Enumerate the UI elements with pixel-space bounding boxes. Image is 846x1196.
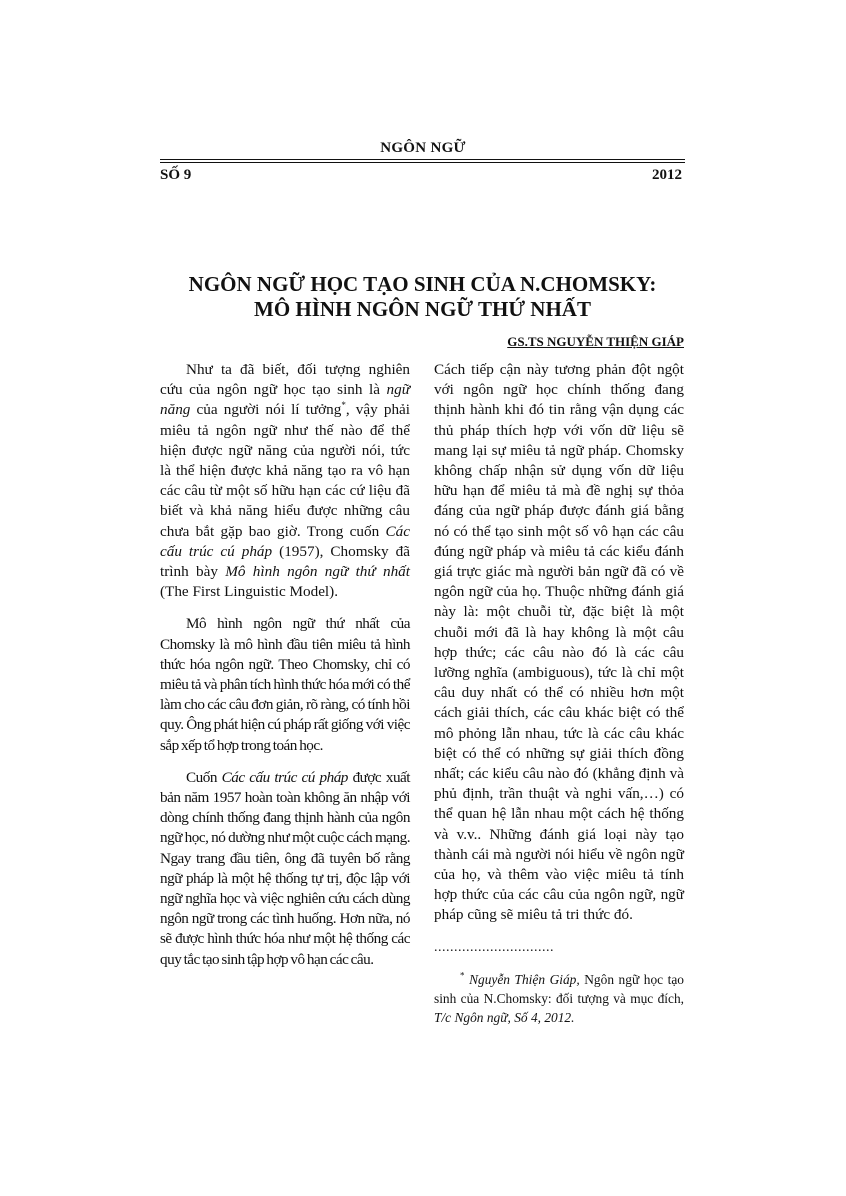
paragraph-4: Cách tiếp cận này tương phản đột ngột với ngôn ngữ học chính thống đang thịnh hành khi đó tin rằng vận dụng các thủ pháp thích hợp với vốn dữ liệu sẽ mang lại sự miêu tả ngữ pháp. Chomsky không chấp nhận sử dụng vốn dữ liệu hữu hạn để miêu tả mà đề nghị sự thỏa đáng của ngữ pháp được đánh giá bằng nó có thể tạo sinh một số vô hạn các câu đúng ngữ pháp và miêu tả các kiểu đánh giá trực giác mà người bản ngữ đã có về ngôn ngữ của họ. Thuộc những đánh giá này là: một chuỗi từ, đặc biệt là một chuỗi mới đã là hay không là một câu hợp thức; các câu nào đó là các câu lưỡng nghĩa (ambiguous), tức là chỉ một câu duy nhất có thể có nhiều hơn một cách giải thích, các câu khác biệt có thể mô phỏng lẫn nhau, tức là các câu khác biệt có thể có những sự giải thích đồng nhất; các kiểu câu nào đó (khẳng định và phủ định, trần thuật và nghi vấn,…) có thể quan hệ lẫn nhau một cách hệ thống và v.v.. Những đánh giá loại này tạo thành cái mà người nói hiểu về ngôn ngữ của họ, và thêm vào việc miêu tả tính hợp thức của các câu của ngôn ngữ, ngữ pháp cũng sẽ miêu tả tri thức đó. [434, 361, 684, 924]
book-title-italic: Các cấu trúc cú pháp [160, 522, 410, 560]
article-title-line2: MÔ HÌNH NGÔN NGỮ THỨ NHẤT [254, 297, 591, 321]
paragraph-1-text-e: , vậy phải miêu tả ngôn ngữ như thế nào để thể hiện được ngữ năng của người nói, tức là thể hiện được khả năng tạo ra vô hạn các câu từ một số hữu hạn các cứ liệu đã biết và khả năng hiểu được những câu chưa bắt gặp bao giờ. Trong cuốn [160, 401, 410, 540]
right-column [434, 360, 684, 1039]
issue-number: SỐ 9 [160, 167, 192, 183]
paragraph-1 [160, 360, 410, 602]
paragraph-3-text-c: được xuất bản năm 1957 hoàn toàn không ăn nhập với dòng chính thống đang thịnh hành của ngôn ngữ học, nó dường như một cuộc cách mạng. Ngay trang đầu tiên, ông đã tuyên bố rằng ngữ pháp là một hệ thống tự trị, độc lập với ngữ nghĩa học và việc nghiên cứu cách dùng ngôn ngữ trong các tình huống. Hơn nữa, nó sẽ được hình thức hóa như một hệ thống các quy tắc tạo sinh tập hợp vô hạn các câu. [160, 768, 410, 968]
journal-title: NGÔN NGỮ [380, 140, 466, 156]
footnote-mark: * [460, 970, 465, 981]
footnote-text: Ngôn ngữ học tạo sinh của N.Chomsky: đối tượng và mục đích, [434, 971, 684, 1006]
paragraph-3-text-a: Cuốn [186, 768, 222, 786]
article-title [150, 272, 695, 322]
issue-year: 2012 [652, 167, 682, 183]
footnote-separator: .............................. [434, 939, 554, 955]
term-ngu-nang: ngữ năng [160, 381, 410, 419]
paragraph-1-text-i: (The First Linguistic Model). [160, 583, 339, 601]
model-name-italic: Mô hình ngôn ngữ thứ nhất [225, 563, 410, 581]
footnote-marker[interactable]: * [341, 400, 346, 411]
article-title-line1: NGÔN NGỮ HỌC TẠO SINH CỦA N.CHOMSKY: [188, 272, 657, 296]
footnote-source: T/c Ngôn ngữ, Số 4, 2012. [434, 1009, 575, 1025]
paragraph-1-text-a: Như ta đã biết, đối tượng nghiên cứu của ngôn ngữ học tạo sinh là [160, 361, 410, 399]
paragraph-1-text-g: (1957), Chomsky đã trình bày [160, 542, 410, 581]
article-author: GS.TS NGUYỄN THIỆN GIÁP [507, 334, 684, 349]
header-rule-top [160, 159, 685, 160]
paragraph-2: Mô hình ngôn ngữ thứ nhất của Chomsky là mô hình đầu tiên miêu tả hình thức hóa ngôn ngữ. Theo Chomsky, chỉ có miêu tả và phân tích hình thức hóa mới có thể làm cho các câu đơn giản, rõ ràng, có tính hồi quy. Ông phát hiện cú pháp rất giống với việc sắp xếp tổ hợp trong toán học. [160, 615, 410, 754]
footnote-author: Nguyễn Thiện Giáp, [469, 971, 580, 987]
paragraph-1-text-c: của người nói lí tưởng [190, 401, 342, 419]
left-column [160, 360, 410, 982]
book-title-italic: Các cấu trúc cú pháp [221, 768, 348, 786]
header-rule-bottom [160, 162, 685, 163]
footnote [434, 970, 684, 1027]
paragraph-3 [160, 768, 410, 970]
